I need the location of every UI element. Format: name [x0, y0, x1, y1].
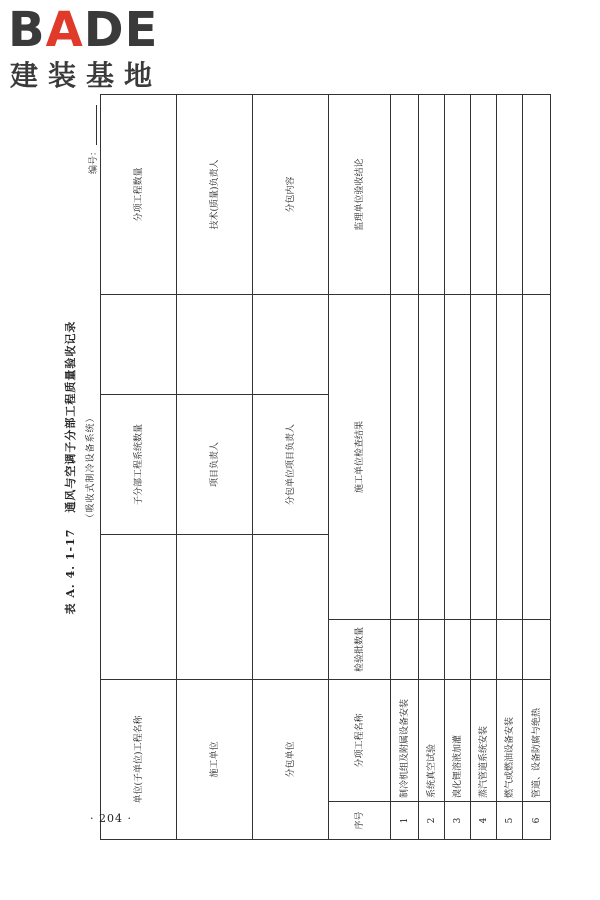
batch-count-header: 检验批数量	[329, 620, 391, 680]
form-number: 编号：	[86, 105, 99, 174]
logo-chinese-text: 建装基地	[10, 59, 163, 92]
row-seq: 6	[523, 802, 551, 840]
sub-count-label: 子分部工程系统数量	[101, 395, 177, 535]
row-conclusion	[445, 95, 471, 295]
row-check-result	[445, 295, 471, 620]
table-row	[523, 95, 551, 840]
sub-pm-value	[253, 295, 329, 395]
row-batch-count	[497, 620, 523, 680]
table-row	[497, 95, 523, 840]
builder-value	[177, 535, 253, 680]
row-seq: 1	[391, 802, 419, 840]
acceptance-record-table	[100, 94, 551, 840]
row-seq: 4	[471, 802, 497, 840]
row-seq: 3	[445, 802, 471, 840]
builder-label: 施工单位	[177, 680, 253, 840]
subcontractor-label: 分包单位	[253, 680, 329, 840]
table-row	[445, 95, 471, 840]
row-check-result	[471, 295, 497, 620]
table-row	[391, 95, 419, 840]
sub-content-label: 分包内容	[253, 95, 329, 295]
row-batch-count	[523, 620, 551, 680]
unit-value	[101, 535, 177, 680]
column-header-row	[329, 95, 391, 840]
tech-label: 技术(质量)负责人	[177, 95, 253, 295]
item-count-label: 分项工程数量	[101, 95, 177, 295]
row-item-name: 管道、设备防腐与绝热	[523, 680, 551, 802]
row-check-result	[497, 295, 523, 620]
sub-count-value	[101, 295, 177, 395]
seq-header: 序号	[329, 802, 391, 840]
subcontractor-value	[253, 535, 329, 680]
row-item-name: 蒸汽管道系统安装	[471, 680, 497, 802]
row-check-result	[523, 295, 551, 620]
pm-label: 项目负责人	[177, 395, 253, 535]
info-row-unit	[101, 95, 177, 840]
row-item-name: 燃气或燃油设备安装	[497, 680, 523, 802]
row-conclusion	[391, 95, 419, 295]
row-item-name: 溴化锂溶液加灌	[445, 680, 471, 802]
form-subtitle: （吸收式制冷设备系统）	[86, 412, 96, 523]
row-check-result	[391, 295, 419, 620]
conclusion-header: 监理单位验收结论	[329, 95, 391, 295]
row-item-name: 系统真空试验	[419, 680, 445, 802]
check-result-header: 施工单位检查结果	[329, 295, 391, 620]
bade-logo	[4, 2, 184, 92]
unit-label: 单位(子单位)工程名称	[101, 680, 177, 840]
row-conclusion	[471, 95, 497, 295]
sub-pm-label: 分包单位项目负责人	[253, 395, 329, 535]
row-batch-count	[471, 620, 497, 680]
info-row-subcontractor	[253, 95, 329, 840]
logo-wordmark: BADE	[8, 2, 159, 58]
table-row	[419, 95, 445, 840]
info-row-builder	[177, 95, 253, 840]
page-number: · 204 ·	[90, 812, 132, 825]
form-title: 表 A. 4. 1-17通风与空调子分部工程质量验收记录	[64, 320, 77, 615]
row-check-result	[419, 295, 445, 620]
rotated-form-page	[60, 95, 542, 840]
row-batch-count	[391, 620, 419, 680]
pm-value	[177, 295, 253, 395]
row-conclusion	[419, 95, 445, 295]
row-batch-count	[445, 620, 471, 680]
table-row	[471, 95, 497, 840]
row-conclusion	[523, 95, 551, 295]
row-batch-count	[419, 620, 445, 680]
row-seq: 2	[419, 802, 445, 840]
row-seq: 5	[497, 802, 523, 840]
item-name-header: 分项工程名称	[329, 680, 391, 802]
row-conclusion	[497, 95, 523, 295]
row-item-name: 制冷机组及附属设备安装	[391, 680, 419, 802]
